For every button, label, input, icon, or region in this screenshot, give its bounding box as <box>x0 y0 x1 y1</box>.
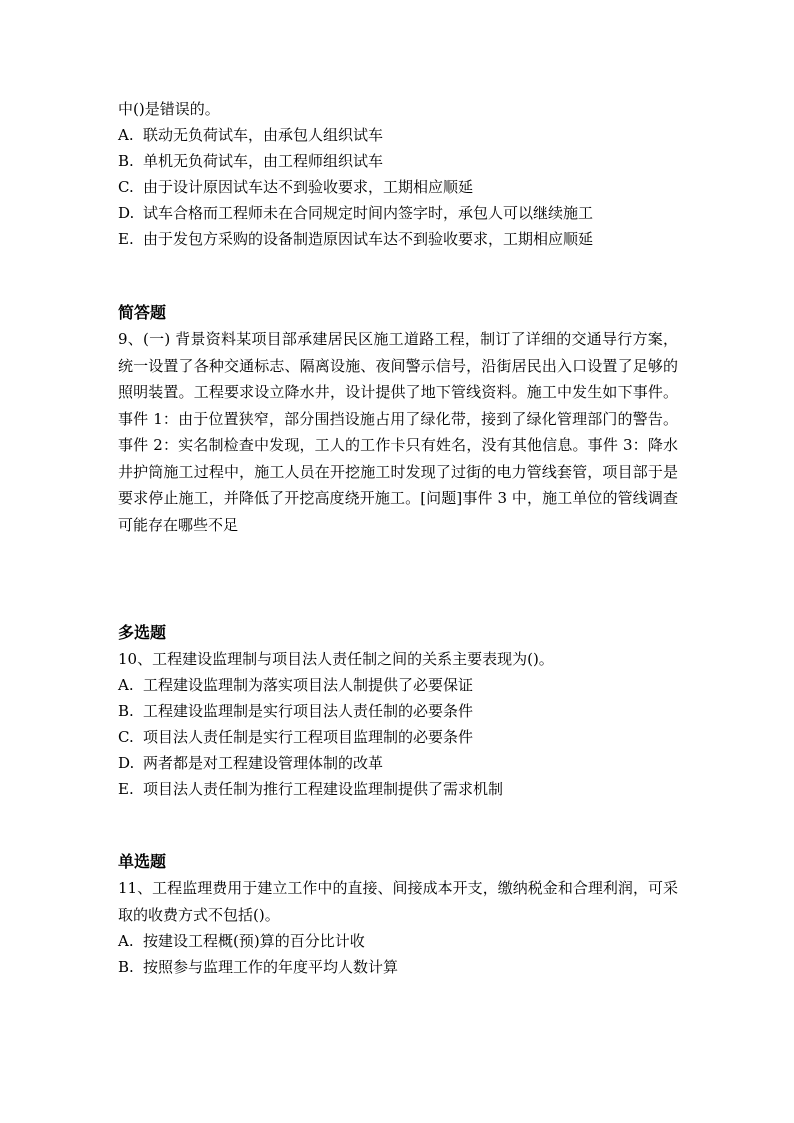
option-c <box>118 724 678 750</box>
option-text: 由于发包方采购的设备制造原因试车达不到验收要求，工期相应顺延 <box>143 230 594 248</box>
option-text: 项目法人责任制为推行工程建设监理制提供了需求机制 <box>143 780 504 798</box>
option-text: 试车合格而工程师未在合同规定时间内签字时，承包人可以继续施工 <box>143 204 594 222</box>
section-short-answer <box>118 300 678 538</box>
option-text: 工程建设监理制是实行项目法人责任制的必要条件 <box>143 702 474 720</box>
option-c <box>118 174 678 200</box>
option-text: 两者都是对工程建设管理体制的改革 <box>143 754 384 772</box>
option-letter: D. <box>118 754 135 772</box>
option-letter: A. <box>118 126 134 144</box>
question-8-stem-tail: 中()是错误的。 <box>118 100 220 118</box>
question-9: 9、(一) 背景资料某项目部承建居民区施工道路工程，制订了详细的交通导行方案，统一设置了各种交通标志、隔离设施、夜间警示信号，沿街居民出入口设置了足够的照明装置。工程要求设立降水井，设计提供了地下管线资料。施工中发生如下事件。事件 1：由于位置狭窄，部分围挡设施占用了绿化带，接到了绿化管理部门的警告。事件 2：实名制检查中发现，工人的工作卡只有姓名，没有其他信息。事件 3：降水井护筒施工过程中，施工人员在开挖施工时发现了过街的电力管线套管，项目部于是要求停止施工，并降低了开挖高度绕开施工。[问题]事件 3 中，施工单位的管线调查可能存在哪些不足 <box>118 330 678 534</box>
section-heading: 单选题 <box>118 852 167 871</box>
option-e <box>118 226 678 252</box>
section-spacer <box>118 538 678 620</box>
option-a <box>118 928 678 954</box>
option-b <box>118 698 678 724</box>
option-b <box>118 954 678 980</box>
section-spacer <box>118 802 678 849</box>
option-letter: B. <box>118 702 134 720</box>
option-letter: C. <box>118 178 134 196</box>
option-text: 按照参与监理工作的年度平均人数计算 <box>143 958 399 976</box>
option-letter: E. <box>118 780 134 798</box>
option-letter: B. <box>118 958 134 976</box>
question-8 <box>118 96 678 252</box>
option-letter: C. <box>118 728 134 746</box>
option-d <box>118 200 678 226</box>
option-letter: B. <box>118 152 134 170</box>
question-10-stem: 10、工程建设监理制与项目法人责任制之间的关系主要表现为()。 <box>118 650 554 668</box>
question-11-stem: 11、工程监理费用于建立工作中的直接、间接成本开支，缴纳税金和合理利润，可采取的收费方式不包括()。 <box>118 879 678 924</box>
option-text: 项目法人责任制是实行工程项目监理制的必要条件 <box>143 728 474 746</box>
option-letter: E. <box>118 230 134 248</box>
option-e <box>118 776 678 802</box>
section-single-choice <box>118 849 678 980</box>
section-heading: 简答题 <box>118 303 167 322</box>
document-page <box>118 96 678 980</box>
option-text: 由于设计原因试车达不到验收要求，工期相应顺延 <box>143 178 474 196</box>
option-a <box>118 122 678 148</box>
option-letter: D. <box>118 204 135 222</box>
option-text: 联动无负荷试车，由承包人组织试车 <box>143 126 384 144</box>
option-d <box>118 750 678 776</box>
option-letter: A. <box>118 932 134 950</box>
option-letter: A. <box>118 676 134 694</box>
option-b <box>118 148 678 174</box>
option-text: 按建设工程概(预)算的百分比计收 <box>143 932 365 950</box>
section-multiple-choice <box>118 620 678 802</box>
section-spacer <box>118 252 678 300</box>
option-a <box>118 672 678 698</box>
option-text: 工程建设监理制为落实项目法人制提供了必要保证 <box>143 676 474 694</box>
section-heading: 多选题 <box>118 623 167 642</box>
option-text: 单机无负荷试车，由工程师组织试车 <box>143 152 384 170</box>
